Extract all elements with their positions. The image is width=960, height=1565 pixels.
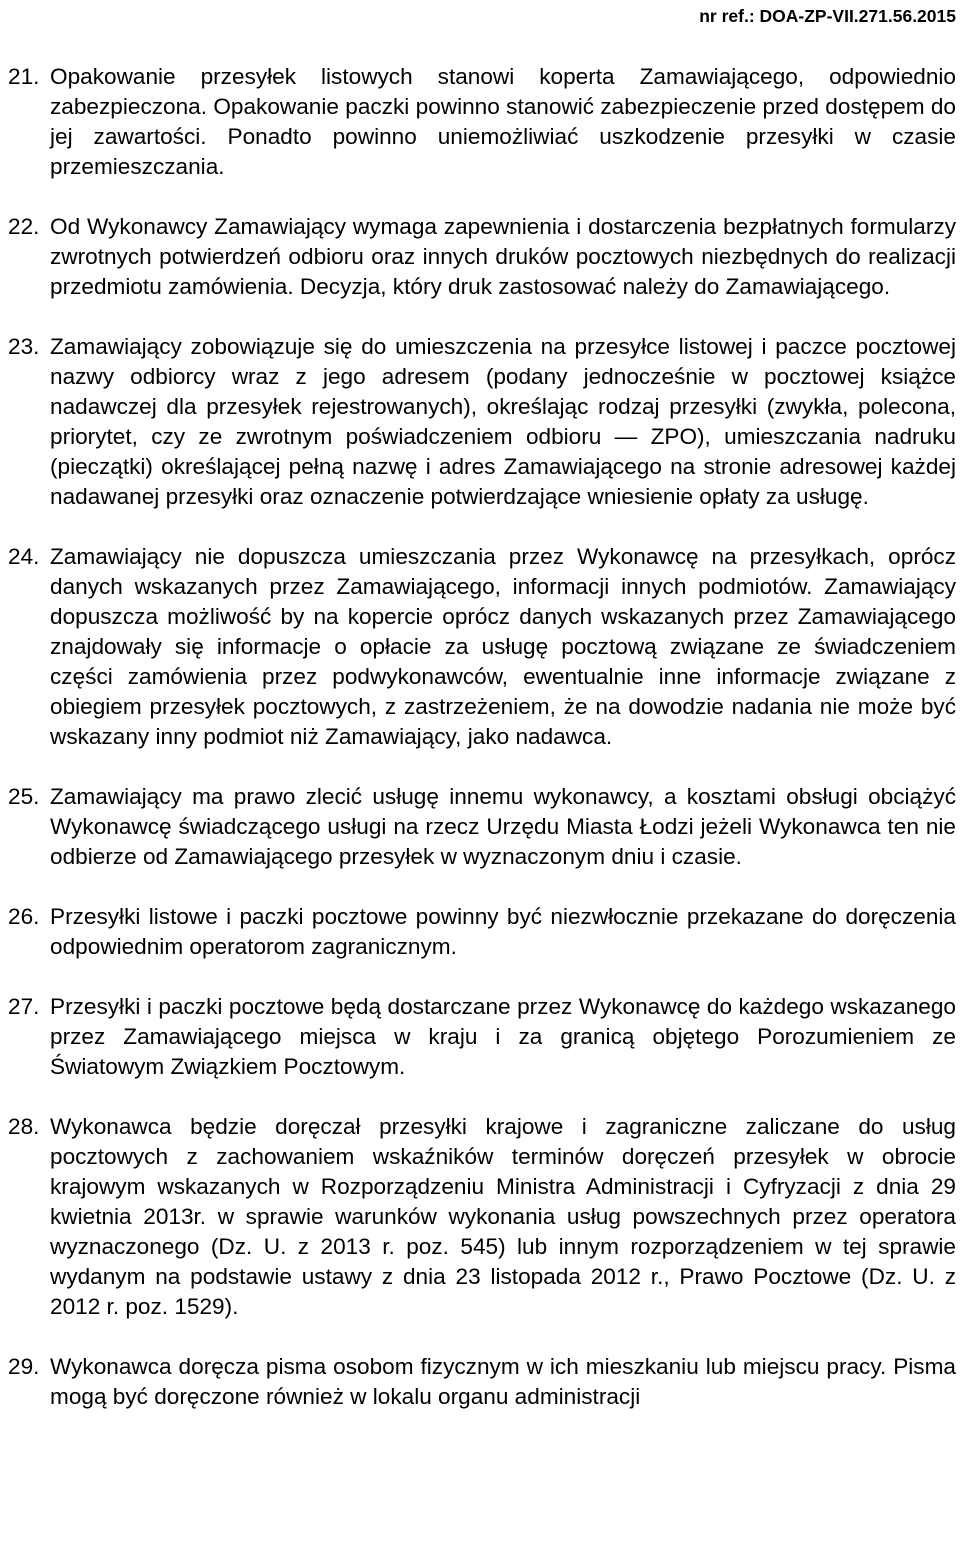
item-text: Opakowanie przesyłek listowych stanowi koperta Zamawiającego, odpowiednio zabezpieczona. Opakowanie paczki powinno stanowić zabezpieczenie przed dostępem do jej zawartości. Ponadto powinno uniemożliwiać uszkodzenie przesyłki w czasie przemieszczania. xyxy=(50,64,956,179)
item-number: 23. xyxy=(8,334,40,359)
item-text: Zamawiający ma prawo zlecić usługę innemu wykonawcy, a kosztami obsługi obciążyć Wykonawcę świadczącego usługi na rzecz Urzędu Miasta Łodzi jeżeli Wykonawca ten nie odbierze od Zamawiającego przesyłek w wyznaczonym dniu i czasie. xyxy=(50,784,956,869)
item-number: 22. xyxy=(8,214,40,239)
item-text: Wykonawca doręcza pisma osobom fizycznym w ich mieszkaniu lub miejscu pracy. Pisma mogą być doręczone również w lokalu organu administracji xyxy=(50,1354,956,1409)
list-item-28 xyxy=(0,1112,956,1322)
list-item-29 xyxy=(0,1352,956,1412)
list-item-22 xyxy=(0,212,956,302)
document-reference-number: nr ref.: DOA-ZP-VII.271.56.2015 xyxy=(699,6,956,26)
item-text: Od Wykonawcy Zamawiający wymaga zapewnienia i dostarczenia bezpłatnych formularzy zwrotnych potwierdzeń odbioru oraz innych druków pocztowych niezbędnych do realizacji przedmiotu zamówienia. Decyzja, który druk zastosować należy do Zamawiającego. xyxy=(50,214,956,299)
item-text: Przesyłki i paczki pocztowe będą dostarczane przez Wykonawcę do każdego wskazanego przez Zamawiającego miejsca w kraju i za granicą objętego Porozumieniem ze Światowym Związkiem Pocztowym. xyxy=(50,994,956,1079)
item-text: Zamawiający nie dopuszcza umieszczania przez Wykonawcę na przesyłkach, oprócz danych wskazanych przez Zamawiającego, informacji innych podmiotów. Zamawiający dopuszcza możliwość by na kopercie oprócz danych wskazanych przez Zamawiającego znajdowały się informacje o opłacie za usługę pocztową związane ze świadczeniem części zamówienia przez podwykonawców, ewentualnie inne informacje związane z obiegiem przesyłek pocztowych, z zastrzeżeniem, że na dowodzie nadania nie może być wskazany inny podmiot niż Zamawiający, jako nadawca. xyxy=(50,544,956,749)
list-item-26 xyxy=(0,902,956,962)
numbered-list xyxy=(0,62,956,1442)
item-text: Wykonawca będzie doręczał przesyłki krajowe i zagraniczne zaliczane do usług pocztowych z zachowaniem wskaźników terminów doręczeń przesyłek w obrocie krajowym wskazanych w Rozporządzeniu Ministra Administracji i Cyfryzacji z dnia 29 kwietnia 2013r. w sprawie warunków wykonania usług powszechnych przez operatora wyznaczonego (Dz. U. z 2013 r. poz. 545) lub innym rozporządzeniem w tej sprawie wydanym na podstawie ustawy z dnia 23 listopada 2012 r., Prawo Pocztowe (Dz. U. z 2012 r. poz. 1529). xyxy=(50,1114,956,1319)
item-text: Przesyłki listowe i paczki pocztowe powinny być niezwłocznie przekazane do doręczenia odpowiednim operatorom zagranicznym. xyxy=(50,904,956,959)
list-item-25 xyxy=(0,782,956,872)
list-item-23 xyxy=(0,332,956,512)
item-number: 25. xyxy=(8,784,40,809)
list-item-21 xyxy=(0,62,956,182)
item-number: 29. xyxy=(8,1354,40,1379)
item-number: 26. xyxy=(8,904,40,929)
list-item-24 xyxy=(0,542,956,752)
item-number: 28. xyxy=(8,1114,40,1139)
list-item-27 xyxy=(0,992,956,1082)
item-text: Zamawiający zobowiązuje się do umieszczenia na przesyłce listowej i paczce pocztowej nazwy odbiorcy wraz z jego adresem (podany jednocześnie w pocztowej książce nadawczej dla przesyłek rejestrowanych), określając rodzaj przesyłki (zwykła, polecona, priorytet, czy ze zwrotnym poświadczeniem odbioru — ZPO), umieszczania nadruku (pieczątki) określającej pełną nazwę i adres Zamawiającego na stronie adresowej każdej nadawanej przesyłki oraz oznaczenie potwierdzające wniesienie opłaty za usługę. xyxy=(50,334,956,509)
item-number: 24. xyxy=(8,544,40,569)
item-number: 21. xyxy=(8,64,40,89)
item-number: 27. xyxy=(8,994,40,1019)
